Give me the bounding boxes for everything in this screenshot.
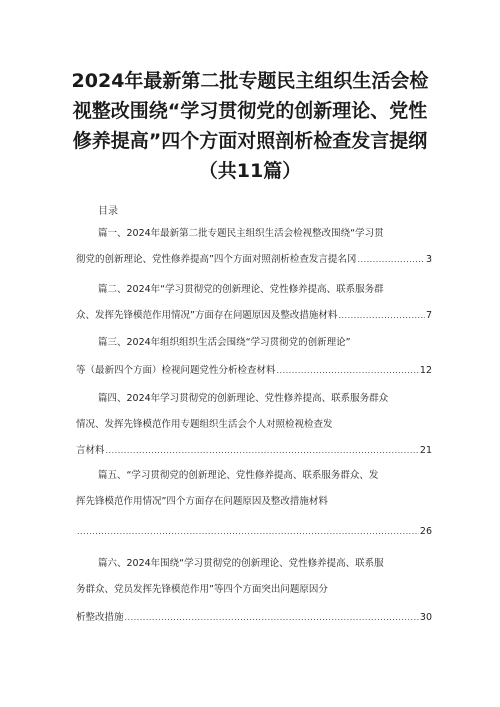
toc-page-number: 12 [419,365,432,376]
leader-dots [277,356,419,386]
toc-entry-text: 务群众、党员发挥先锋模范作用”等四个方面突出问题原因分 [76,584,328,595]
leader-dots [338,303,425,329]
toc-entry-4[interactable] [76,386,432,464]
toc-entry-text: 篇五、“学习贯彻党的创新理论、党性修养提高、联系服务群众、发 [98,470,379,481]
toc-heading: 目录 [98,206,118,217]
leader-dots [125,603,419,633]
toc-entry-text: 众、发挥先锋模范作用情况”方面存在问题原因及整改措施材料 [76,310,338,321]
toc-page-number: 7 [425,310,432,321]
toc-entry-text: 篇二、2024年“学习贯彻党的创新理论、党性修养提高、联系服务群 [98,284,384,295]
toc-entry-text: 言材料 [76,445,105,456]
title-line-1: 2024年最新第二批专题民主组织生活会检 [71,70,429,92]
toc-entry-text: 篇三、2024年组织组织生活会围绕“学习贯彻党的创新理论” [98,337,351,348]
title-line-4: （共11篇） [198,160,302,182]
toc-entry-text: 挥先锋模范作用情况”四个方面存在问题原因及整改措施材料 [76,496,328,507]
leader-dots [77,515,419,549]
document-title [40,66,460,186]
toc-entry-text: 等（最新四个方面）检视问题党性分析检查材料 [76,365,276,376]
leader-dots [106,438,419,464]
toc-entry-2[interactable] [76,277,432,329]
toc-entry-text: 篇一、2024年最新第二批专题民主组织生活会检视整改围绕“学习贯 [98,228,384,239]
toc-entry-text: 析整改措施 [76,612,124,623]
toc-entry-text: 篇六、2024年围绕“学习贯彻党的创新理论、党性修养提高、联系服 [98,558,384,569]
toc-entry-1[interactable] [76,221,432,273]
title-line-2: 视整改围绕“学习贯彻党的创新理论、党性 [72,100,428,122]
title-line-3: 修养提高”四个方面对照剖析检查发言提纲 [72,130,428,152]
leader-dots [357,247,425,273]
toc-page-number: 30 [419,612,432,623]
toc-entry-5[interactable] [76,463,432,549]
toc-page-number: 3 [425,254,432,265]
toc-entry-text: 彻党的创新理论、党性修养提高”四个方面对照剖析检查发言提名冈 [76,254,357,265]
toc-entry-6[interactable] [76,551,432,633]
toc-page-number: 26 [419,526,432,537]
toc-entry-text: 篇四、2024年学习贯彻党的创新理论、党性修养提高、联系服务群众 [98,393,389,404]
toc-entry-text: 情况、发挥先锋模范作用专题组织生活会个人对照检视检查发 [76,419,333,430]
toc-entry-3[interactable] [76,330,432,386]
toc-page-number: 21 [419,445,432,456]
